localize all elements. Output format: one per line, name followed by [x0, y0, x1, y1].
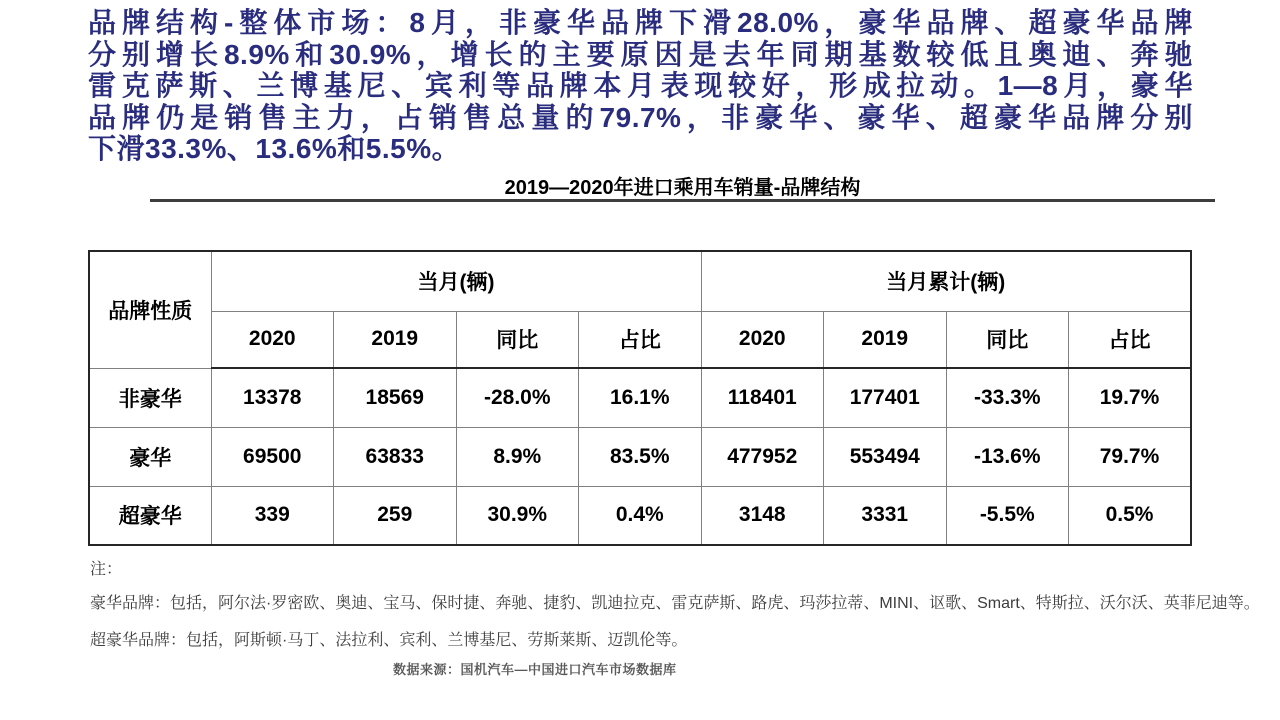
cell: 30.9% [456, 486, 579, 545]
table-row-non-luxury [89, 368, 1191, 427]
cell: 13378 [211, 368, 334, 427]
data-source: 数据来源：国机汽车—中国进口汽车市场数据库 [393, 662, 677, 677]
subheader-month-2019: 2019 [334, 311, 457, 368]
cell: 0.4% [579, 486, 702, 545]
subheader-month-yoy: 同比 [456, 311, 579, 368]
group-header-current-month: 当月(辆) [211, 251, 701, 311]
subheader-cum-yoy: 同比 [946, 311, 1069, 368]
cell: 83.5% [579, 427, 702, 486]
cell: 339 [211, 486, 334, 545]
cell: 118401 [701, 368, 824, 427]
title-underline [150, 199, 1215, 202]
summary-line-5: 下滑33.3%、13.6%和5.5%。 [88, 133, 461, 164]
row-label: 超豪华 [89, 486, 211, 545]
cell: -28.0% [456, 368, 579, 427]
cell: 553494 [824, 427, 947, 486]
cell: 16.1% [579, 368, 702, 427]
header-brand-type: 品牌性质 [89, 251, 211, 368]
cell: 19.7% [1069, 368, 1192, 427]
subheader-cum-2020: 2020 [701, 311, 824, 368]
table-row-luxury [89, 427, 1191, 486]
cell: 8.9% [456, 427, 579, 486]
table-row-super-luxury [89, 486, 1191, 545]
brand-structure-table [88, 250, 1192, 546]
row-label: 豪华 [89, 427, 211, 486]
note-super-luxury-brands: 超豪华品牌：包括，阿斯顿·马丁、法拉利、宾利、兰博基尼、劳斯莱斯、迈凯伦等。 [90, 632, 688, 649]
summary-line-3: 雷克萨斯、兰博基尼、宾利等品牌本月表现较好，形成拉动。1—8月，豪华 [88, 70, 1193, 101]
cell: 0.5% [1069, 486, 1192, 545]
cell: 3148 [701, 486, 824, 545]
cell: 259 [334, 486, 457, 545]
subheader-cum-2019: 2019 [824, 311, 947, 368]
subheader-cum-share: 占比 [1069, 311, 1192, 368]
subheader-month-share: 占比 [579, 311, 702, 368]
summary-paragraph [88, 7, 1193, 165]
summary-line-2: 分别增长8.9%和30.9%，增长的主要原因是去年同期基数较低且奥迪、奔驰 [88, 38, 1193, 70]
table-title: 2019—2020年进口乘用车销量-品牌结构 [504, 177, 861, 199]
summary-line-4: 品牌仍是销售主力，占销售总量的79.7%，非豪华、豪华、超豪华品牌分别 [88, 101, 1193, 133]
note-label: 注： [90, 561, 123, 578]
subheader-month-2020: 2020 [211, 311, 334, 368]
cell: 3331 [824, 486, 947, 545]
cell: -5.5% [946, 486, 1069, 545]
cell: 69500 [211, 427, 334, 486]
row-label: 非豪华 [89, 368, 211, 427]
note-luxury-brands: 豪华品牌：包括，阿尔法·罗密欧、奥迪、宝马、保时捷、奔驰、捷豹、凯迪拉克、雷克萨斯、路虎、玛莎拉蒂、MINI、讴歌、Smart、特斯拉、沃尔沃、英菲尼迪等。 [90, 595, 1260, 612]
cell: -13.6% [946, 427, 1069, 486]
cell: 18569 [334, 368, 457, 427]
cell: 177401 [824, 368, 947, 427]
summary-line-1: 品牌结构-整体市场：8月，非豪华品牌下滑28.0%，豪华品牌、超豪华品牌 [88, 7, 1193, 38]
cell: 63833 [334, 427, 457, 486]
cell: 477952 [701, 427, 824, 486]
cell: -33.3% [946, 368, 1069, 427]
footnotes [90, 556, 1270, 664]
group-header-cumulative: 当月累计(辆) [701, 251, 1191, 311]
cell: 79.7% [1069, 427, 1192, 486]
